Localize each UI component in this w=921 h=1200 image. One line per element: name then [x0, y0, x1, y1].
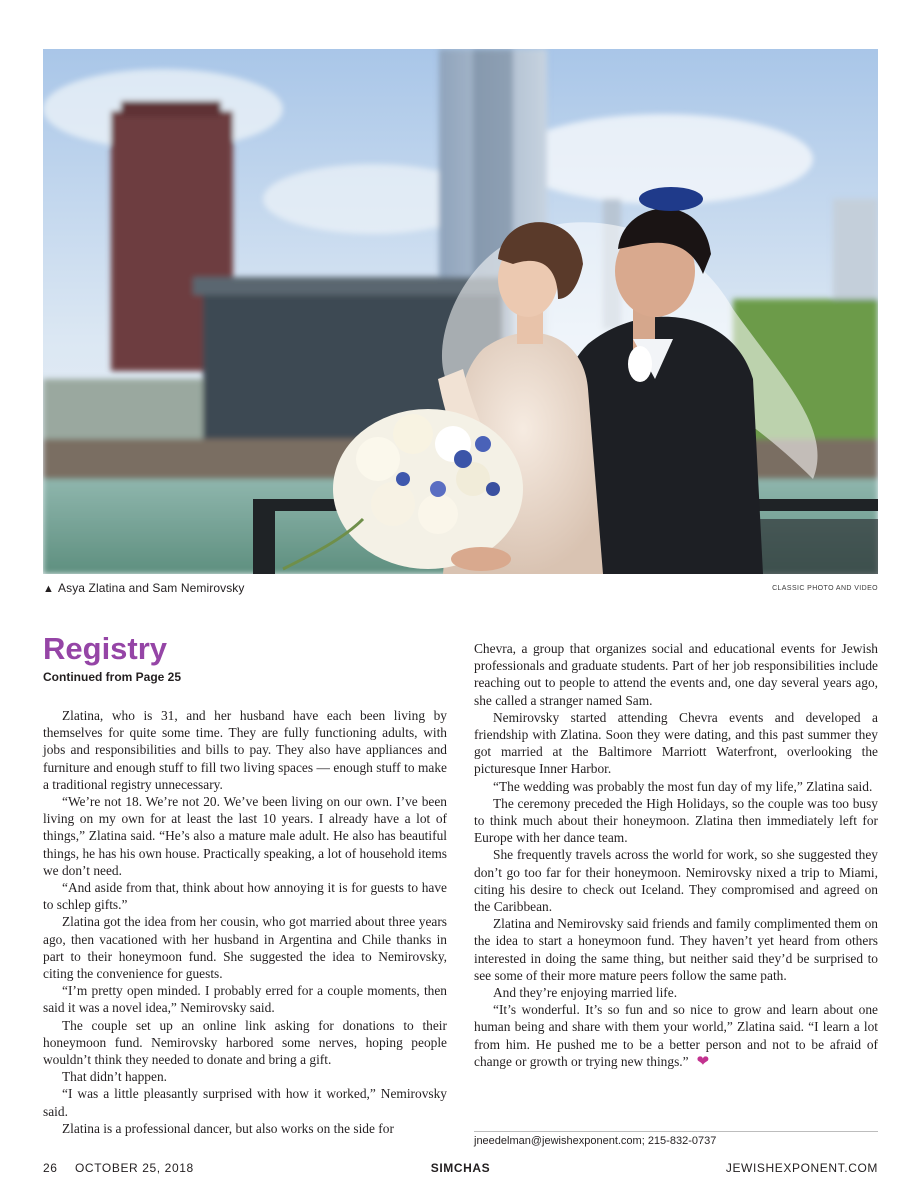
paragraph: Zlatina and Nemirovsky said friends and family complimented them on the idea to start a honeymoon fund. They haven’t yet heard from others interested in doing the same thing, but neither said they’d be surprised to see some of their more mature peers follow the same path. — [474, 916, 878, 983]
paragraph: Zlatina got the idea from her cousin, who got married about three years ago, then vacationed with her husband in Argentina and Chile thanks in part to their honeymoon fund. She suggested the idea to Nemirovsky, citing the convenience for guests. — [43, 914, 447, 982]
page-number: 26 — [43, 1161, 58, 1175]
publication-site: JEWISHEXPONENT.COM — [725, 1161, 878, 1175]
photo-caption — [43, 581, 245, 595]
paragraph: The couple set up an online link asking for donations to their honeymoon fund. Nemirovsky harbored some nerves, hoping people wouldn’t think they needed to donate and bring a gift. — [43, 1017, 447, 1068]
paragraph: That didn’t happen. — [62, 1069, 167, 1085]
contact-divider — [474, 1131, 878, 1132]
wedding-photo — [43, 49, 878, 574]
paragraph-last — [474, 1001, 878, 1071]
paragraph: Chevra, a group that organizes social and educational events for Jewish professionals and graduate students. Part of her job responsibilities include reaching out to people to attend the events and, one day several years ago, she called a stranger named Sam. — [474, 641, 878, 708]
heart-icon: ❤ — [696, 1053, 710, 1070]
paragraph: She frequently travels across the world for work, so she suggested they don’t go too far for their honeymoon. Nemirovsky nixed a trip to Miami, citing his desire to check out Iceland. They compromised and agreed on the Caribbean. — [474, 847, 878, 915]
paragraph: And they’re enjoying married life. — [493, 985, 678, 1001]
paragraph: “The wedding was probably the most fun day of my life,” Zlatina said. — [493, 778, 873, 794]
issue-date: OCTOBER 25, 2018 — [75, 1161, 194, 1175]
page-footer — [43, 1161, 878, 1177]
paragraph: Nemirovsky started attending Chevra events and developed a friendship with Zlatina. Soon they were dating, and this past summer they got married at the Baltimore Marriott Waterfront, overlooking the picturesque Inner Harbor. — [474, 709, 878, 777]
paragraph: Zlatina is a professional dancer, but also works on the side for — [62, 1120, 394, 1136]
paragraph: “I was a little pleasantly surprised with how it worked,” Nemirovsky said. — [43, 1086, 447, 1119]
article-title: Registry — [43, 631, 168, 666]
photo-credit: CLASSIC PHOTO AND VIDEO — [772, 585, 878, 592]
caption-triangle-icon: ▲ — [43, 583, 54, 595]
author-contact: jneedelman@jewishexponent.com; 215-832-0737 — [474, 1135, 717, 1147]
section-name: SIMCHAS — [430, 1161, 491, 1175]
paragraph: Zlatina, who is 31, and her husband have each been living by themselves for quite some time. They are fully functioning adults, with jobs and responsibilities and bills to pay. They also have appliances and furniture and enough stuff to fill two living spaces — enough stuff to make a traditional registry unnecessary. — [43, 708, 447, 792]
caption-text: Asya Zlatina and Sam Nemirovsky — [58, 581, 245, 595]
continued-from: Continued from Page 25 — [43, 670, 182, 684]
article-column-right — [474, 640, 878, 1071]
paragraph: “We’re not 18. We’re not 20. We’ve been living on our own. I’ve been living on my own for at least the last 10 years. I already have a lot of things,” Zlatina said. “He’s also a mature male adult. He also has beautiful things, he has his own house. Practically speaking, a lot of household items we don’t need. — [43, 794, 447, 878]
paragraph: “And aside from that, think about how annoying it is for guests to have to schlep gifts.” — [43, 880, 447, 913]
paragraph: “I’m pretty open minded. I probably erred for a couple moments, then said it was a novel idea,” Nemirovsky said. — [43, 983, 447, 1016]
paragraph-last-text: “It’s wonderful. It’s so fun and so nice to grow and learn about one human being and share with them your world,” Zlatina said. “I learn a lot from him. He pushed me to be a better person and not to be afraid of change or growth or trying new things.” — [474, 1002, 878, 1069]
paragraph: The ceremony preceded the High Holidays, so the couple was too busy to think much about their honeymoon. Zlatina then immediately left for Europe with her dance team. — [474, 795, 878, 846]
article-column-left — [43, 632, 447, 1137]
